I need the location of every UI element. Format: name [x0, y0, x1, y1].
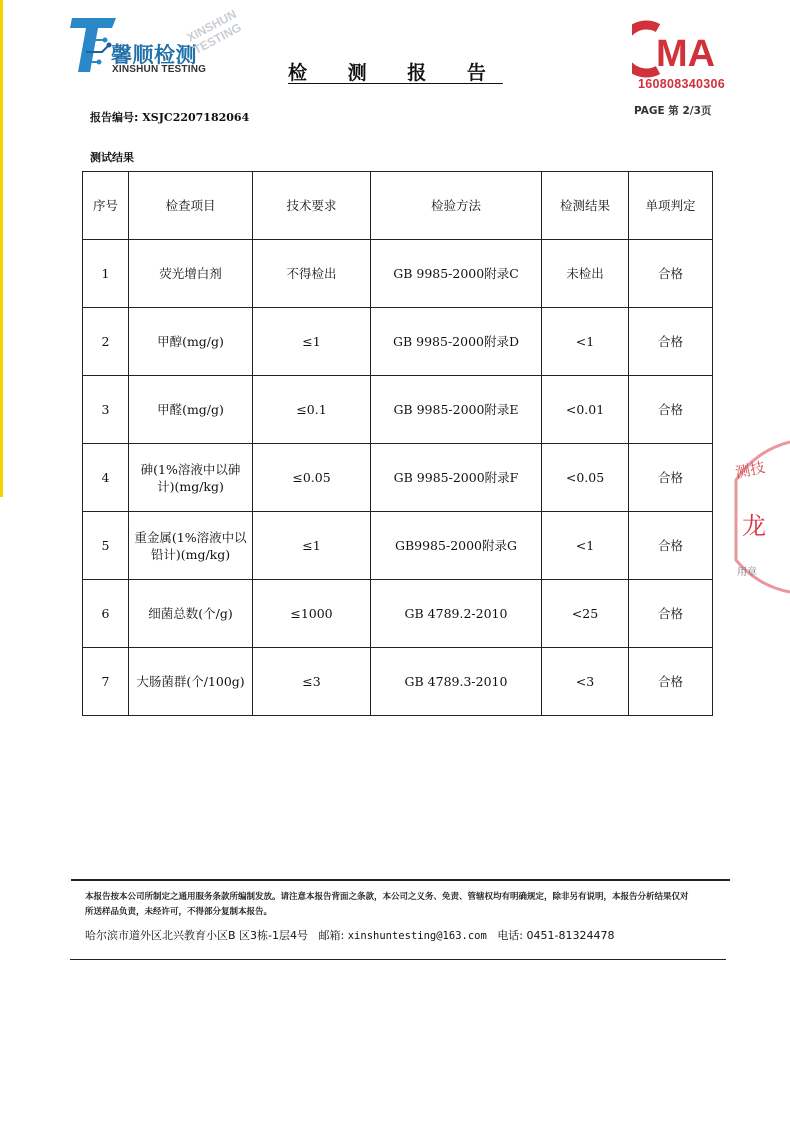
report-title: 检 测 报 告: [288, 62, 503, 84]
header-verdict: 单项判定: [629, 172, 713, 240]
cma-number: 160808340306: [638, 77, 726, 91]
cell-method: GB9985-2000附录G: [371, 512, 542, 580]
cell-method: GB 9985-2000附录D: [371, 308, 542, 376]
cell-item: 重金属(1%溶液中以铅计)(mg/kg): [129, 512, 253, 580]
footer-divider-bottom: [70, 959, 726, 960]
cell-result: <1: [542, 512, 629, 580]
cell-item: 细菌总数(个/g): [129, 580, 253, 648]
cell-verdict: 合格: [629, 376, 713, 444]
footer-phone-label: 电话:: [497, 929, 524, 942]
cell-requirement: ≤1: [253, 308, 371, 376]
cell-requirement: ≤1000: [253, 580, 371, 648]
cell-method: GB 4789.3-2010: [371, 648, 542, 716]
table-row: [83, 376, 713, 444]
seal-text-3: 用章: [737, 567, 757, 578]
report-number-value: XSJC2207182064: [142, 111, 250, 124]
cell-no: 4: [83, 444, 129, 512]
header-result: 检测结果: [542, 172, 629, 240]
cell-verdict: 合格: [629, 580, 713, 648]
cell-no: 5: [83, 512, 129, 580]
cell-requirement: ≤1: [253, 512, 371, 580]
cell-verdict: 合格: [629, 444, 713, 512]
footer-email-label: 邮箱:: [318, 929, 345, 942]
table-row: [83, 512, 713, 580]
report-number-label: 报告编号:: [90, 111, 139, 124]
table-header-row: [83, 172, 713, 240]
cell-no: 6: [83, 580, 129, 648]
cell-method: GB 4789.2-2010: [371, 580, 542, 648]
logo-name-en: XINSHUN TESTING: [112, 64, 207, 75]
left-edge-marker: [0, 0, 3, 497]
table-row: [83, 444, 713, 512]
table-row: [83, 648, 713, 716]
footer-address: 哈尔滨市道外区北兴教育小区B 区3栋-1层4号: [85, 929, 309, 942]
cma-mark-text: MA: [656, 33, 716, 75]
cell-verdict: 合格: [629, 512, 713, 580]
cell-item: 砷(1%溶液中以砷计)(mg/kg): [129, 444, 253, 512]
cell-requirement: ≤3: [253, 648, 371, 716]
cell-no: 2: [83, 308, 129, 376]
header-item: 检查项目: [129, 172, 253, 240]
cell-item: 甲醇(mg/g): [129, 308, 253, 376]
cell-method: GB 9985-2000附录C: [371, 240, 542, 308]
cell-requirement: 不得检出: [253, 240, 371, 308]
cell-requirement: ≤0.05: [253, 444, 371, 512]
footer-disclaimer: 本报告按本公司所制定之通用服务条款所编制发放。请注意本报告背面之条款，本公司之义务、免责、管辖权均有明确规定，除非另有说明，本报告分析结果仅对所送样品负责，未经许可，不得部分复制本报告。: [85, 892, 689, 917]
footer-contact: [85, 927, 614, 943]
cell-verdict: 合格: [629, 648, 713, 716]
footer-divider-top: [71, 879, 730, 881]
table-row: [83, 240, 713, 308]
results-table: [82, 171, 713, 716]
table-row: [83, 580, 713, 648]
report-number: [90, 109, 249, 125]
cell-verdict: 合格: [629, 308, 713, 376]
cell-no: 1: [83, 240, 129, 308]
cell-result: <1: [542, 308, 629, 376]
header-requirement: 技术要求: [253, 172, 371, 240]
page-indicator: PAGE 第 2/3页: [634, 105, 712, 117]
footer-email: xinshuntesting@163.com: [347, 930, 487, 942]
cell-item: 甲醛(mg/g): [129, 376, 253, 444]
cell-result: 未检出: [542, 240, 629, 308]
seal-text-2: 龙: [742, 512, 766, 540]
cell-result: <3: [542, 648, 629, 716]
footer-phone: 0451-81324478: [526, 929, 615, 942]
cell-item: 大肠菌群(个/100g): [129, 648, 253, 716]
header-method: 检验方法: [371, 172, 542, 240]
cell-verdict: 合格: [629, 240, 713, 308]
cell-method: GB 9985-2000附录F: [371, 444, 542, 512]
cell-result: <0.01: [542, 376, 629, 444]
logo-watermark: XINSHUN TESTING: [184, 6, 244, 58]
cell-result: <25: [542, 580, 629, 648]
cell-method: GB 9985-2000附录E: [371, 376, 542, 444]
cell-requirement: ≤0.1: [253, 376, 371, 444]
logo-name-cn: 馨顺检测: [111, 43, 197, 67]
cell-item: 荧光增白剂: [129, 240, 253, 308]
cell-result: <0.05: [542, 444, 629, 512]
table-row: [83, 308, 713, 376]
cell-no: 3: [83, 376, 129, 444]
header-no: 序号: [83, 172, 129, 240]
seal-text-1: 测技: [733, 458, 767, 482]
section-title: 测试结果: [90, 151, 134, 164]
cell-no: 7: [83, 648, 129, 716]
company-logo: [68, 6, 244, 78]
